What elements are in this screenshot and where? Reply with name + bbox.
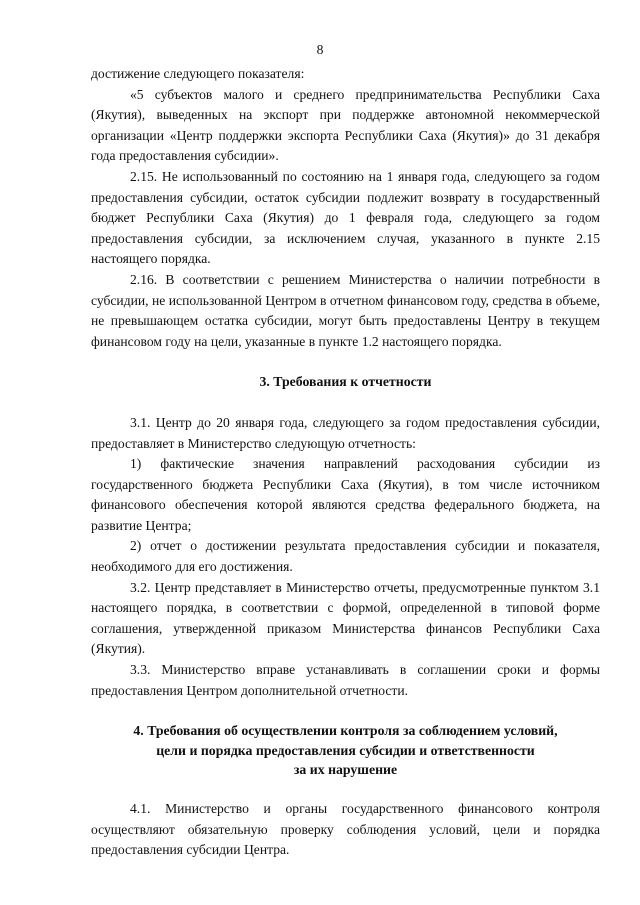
paragraph-indicator-quote: «5 субъектов малого и среднего предпринимательства Республики Саха (Якутия), выведенных на экспорт при поддержке автономной некоммерческой организации «Центр поддержки экспорта Республики Саха (Якутия)» до 31 декабря года предоставления субсидии». — [91, 86, 600, 164]
paragraph-3-1-item-2: 2) отчет о достижении результата предоставления субсидии и показателя, необходимого для его достижения. — [91, 538, 600, 575]
document-body — [91, 64, 600, 861]
paragraph-continuation: достижение следующего показателя: — [91, 66, 305, 81]
section-4-heading-line-2: цели и порядка предоставления субсидии и ответственности — [156, 742, 535, 758]
paragraph-3-2: 3.2. Центр представляет в Министерство отчеты, предусмотренные пунктом 3.1 настоящего порядка, в соответствии с формой, определенной в типовой форме соглашения, утвержденной приказом Министерства финансов Республики Саха (Якутия). — [91, 579, 600, 657]
section-4-heading — [91, 721, 600, 780]
section-3-heading: 3. Требования к отчетности — [259, 374, 432, 390]
paragraph-3-1: 3.1. Центр до 20 января года, следующего за годом предоставления субсидии, предоставляет в Министерство следующую отчетность: — [91, 414, 600, 451]
section-4-heading-line-3: за их нарушение — [293, 762, 398, 778]
page-number: 8 — [316, 42, 324, 57]
paragraph-3-1-item-1: 1) фактические значения направлений расходования субсидии из государственного бюджета Республики Саха (Якутия), в том числе источником финансового обеспечения которой являются средства федерального бюджета, на развитие Центра; — [91, 456, 600, 533]
section-4-heading-line-1: 4. Требования об осуществлении контроля за соблюдением условий, — [133, 723, 558, 739]
paragraph-2-15: 2.15. Не использованный по состоянию на 1 января года, следующего за годом предоставления субсидии, остаток субсидии подлежит возврату в государственный бюджет Республики Саха (Якутия) до 1 февраля года, следующего за годом предоставления субсидии, за исключением случая, указанного в пункте 2.15 настоящего порядка. — [91, 168, 600, 267]
paragraph-3-3: 3.3. Министерство вправе устанавливать в соглашении сроки и формы предоставления Центром дополнительной отчетности. — [91, 662, 600, 698]
paragraph-4-1: 4.1. Министерство и органы государственного финансового контроля осуществляют обязательную проверку соблюдения условий, цели и порядка предоставления субсидии Центра. — [91, 801, 600, 858]
paragraph-2-16: 2.16. В соответствии с решением Министерства о наличии потребности в субсидии, не использованной Центром в отчетном финансовом году, средства в объеме, не превышающем остатка субсидии, могут быть предоставлены Центру в текущем финансовом году на цели, указанные в пункте 1.2 настоящего порядка. — [91, 271, 600, 349]
